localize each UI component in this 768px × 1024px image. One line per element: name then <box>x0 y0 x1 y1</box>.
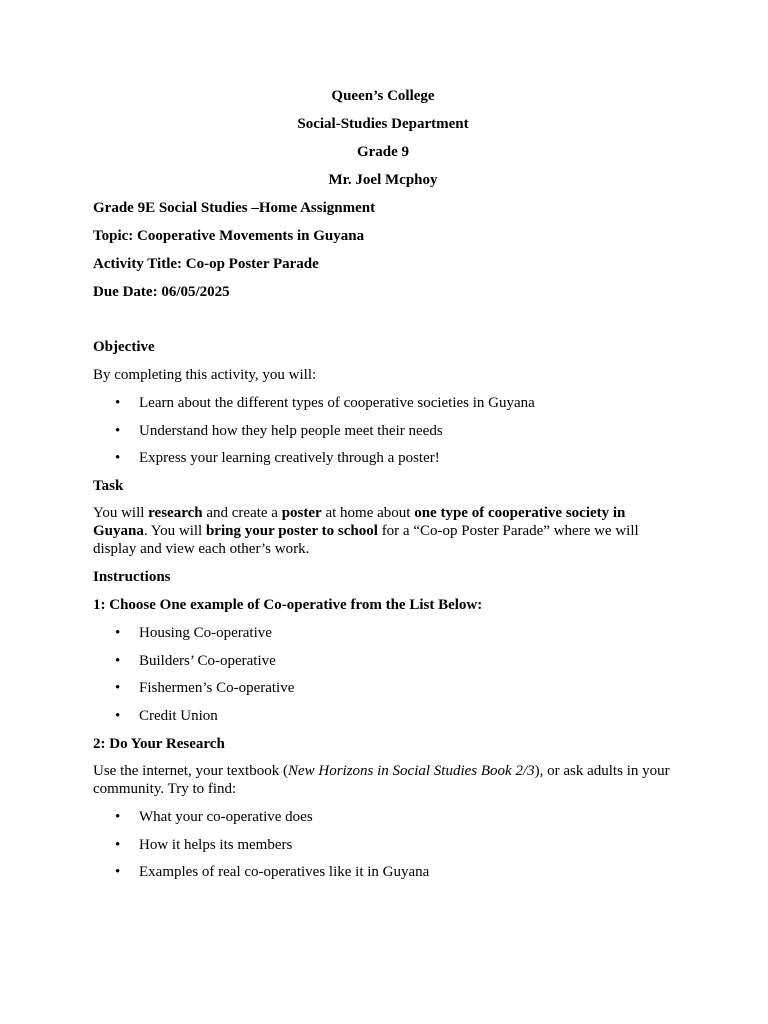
spacer <box>93 310 673 337</box>
bullet-icon: • <box>115 652 121 669</box>
due-date: Due Date: 06/05/2025 <box>93 284 230 300</box>
list-item: • Express your learning creatively through a poster! <box>115 450 440 467</box>
school-name: Queen’s College <box>331 88 435 104</box>
list-item: • Fishermen’s Co-operative <box>115 680 295 697</box>
list-item: • Housing Co-operative <box>115 625 272 642</box>
grade-label: Grade 9 <box>356 144 410 160</box>
list-item: • Learn about the different types of cooperative societies in Guyana <box>115 395 535 411</box>
bullet-icon: • <box>115 864 121 881</box>
objective-list <box>93 393 673 476</box>
list-item: • Builders’ Co-operative <box>115 652 276 669</box>
list-item: • How it helps its members <box>115 836 293 853</box>
list-item: • What your co-operative does <box>115 808 313 825</box>
bullet-icon: • <box>115 836 121 853</box>
task-paragraph: You will research and create a poster at home about one type of cooperative society in Guyana. You will bring your poster to school for a “Co-op Poster Parade” where we will display and view each other’s work. <box>93 505 639 558</box>
activity-title: Activity Title: Co-op Poster Parade <box>93 256 319 272</box>
research-list <box>93 807 673 890</box>
bullet-icon: • <box>115 808 121 825</box>
department-name: Social-Studies Department <box>297 116 469 132</box>
bullet-icon: • <box>115 422 121 439</box>
list-item: • Credit Union <box>115 708 218 725</box>
objective-heading: Objective <box>93 339 155 355</box>
coop-options-list <box>93 623 673 734</box>
topic-line: Topic: Cooperative Movements in Guyana <box>93 228 365 244</box>
bullet-icon: • <box>115 680 121 697</box>
assignment-title: Grade 9E Social Studies –Home Assignment <box>93 200 376 216</box>
task-heading: Task <box>93 478 124 495</box>
list-item: • Understand how they help people meet their needs <box>115 422 443 439</box>
bullet-icon: • <box>115 625 121 642</box>
step-2-heading: 2: Do Your Research <box>93 735 225 752</box>
bullet-icon: • <box>115 395 121 411</box>
bullet-icon: • <box>115 450 121 467</box>
teacher-name: Mr. Joel Mcphoy <box>328 172 438 188</box>
instructions-heading: Instructions <box>93 569 171 586</box>
research-paragraph: Use the internet, your textbook (New Horizons in Social Studies Book 2/3), or ask adults in your community. Try to find: <box>93 762 670 797</box>
bullet-icon: • <box>115 708 121 725</box>
list-item: • Examples of real co-operatives like it in Guyana <box>115 864 430 881</box>
objective-intro: By completing this activity, you will: <box>93 367 317 383</box>
document-page <box>93 86 673 890</box>
step-1-heading: 1: Choose One example of Co-operative from the List Below: <box>93 597 483 614</box>
